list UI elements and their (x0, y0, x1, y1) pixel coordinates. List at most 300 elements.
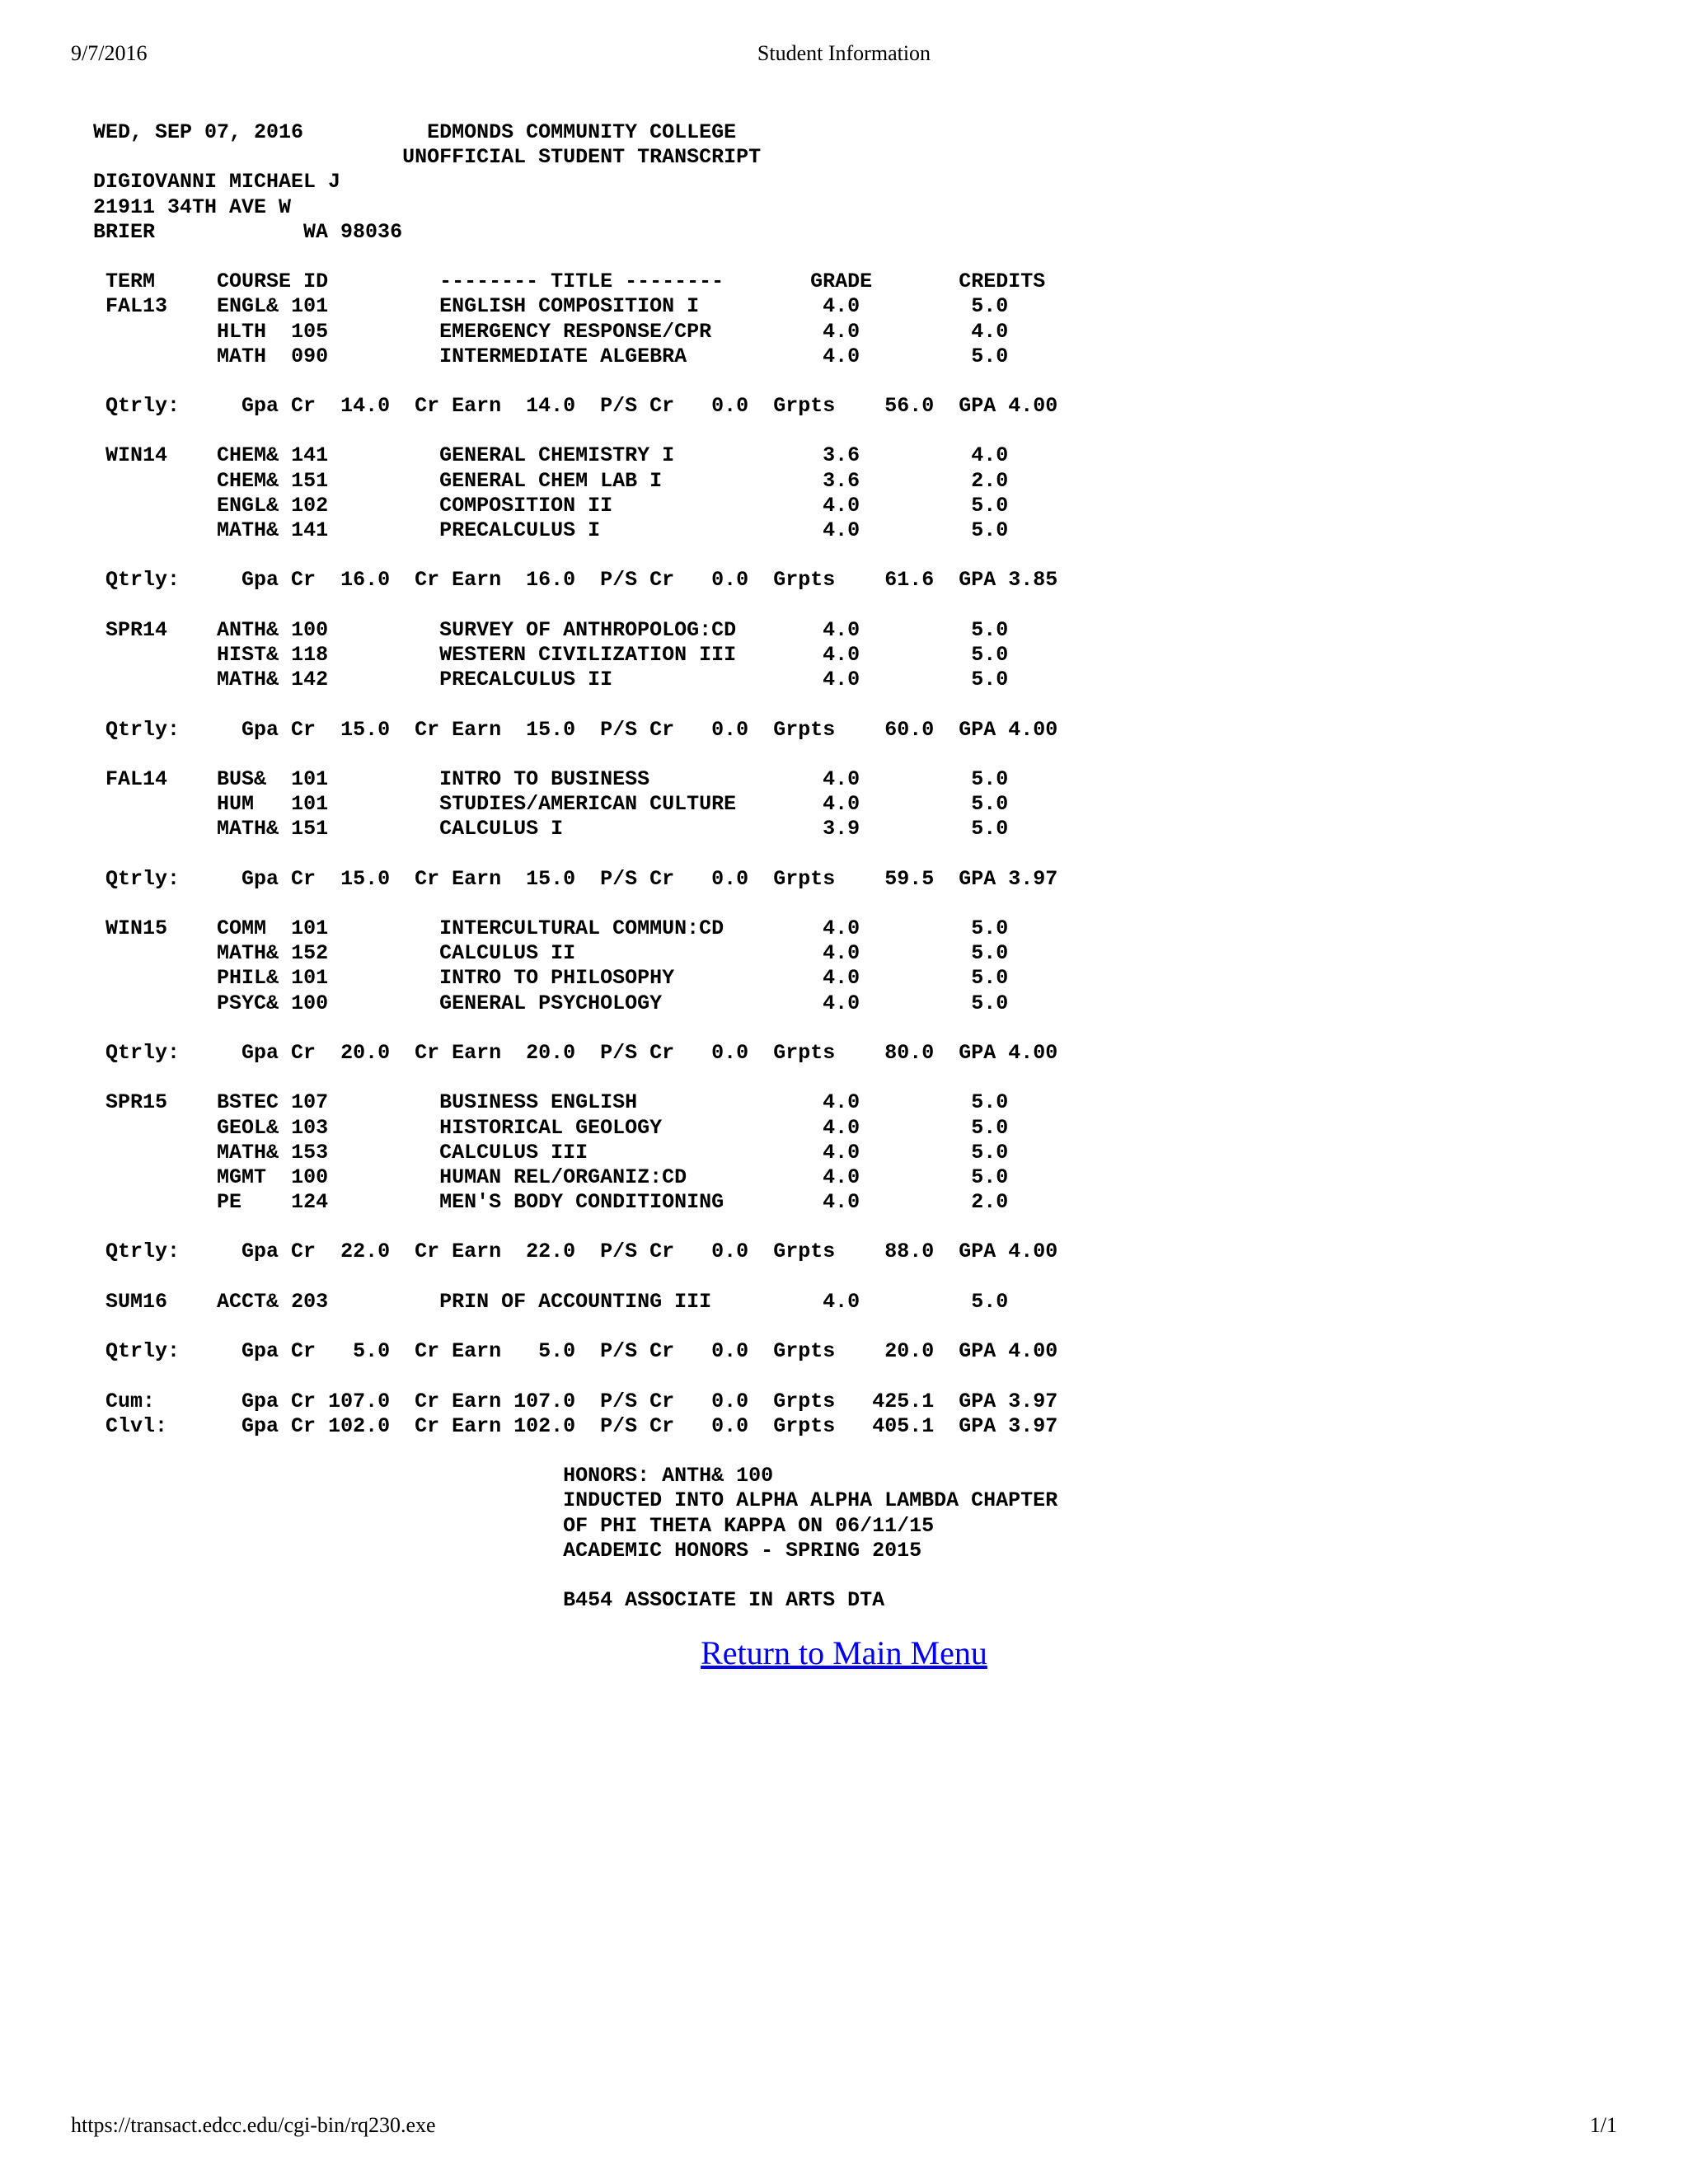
term-code: FAL13 (106, 294, 218, 319)
gpa-label: GPA (959, 1040, 996, 1065)
quarterly-summary-row (93, 867, 1057, 892)
course-grade: 4.0 (823, 617, 947, 642)
ps-cr-label: P/S Cr (600, 1389, 675, 1413)
ps-cr-value: 0.0 (674, 1389, 749, 1413)
course-credits: 5.0 (946, 294, 1009, 319)
gpa-cr-value: 20.0 (316, 1040, 391, 1065)
course-number: 107 (291, 1090, 440, 1115)
grpts-label: Grpts (773, 1240, 836, 1264)
honors-text: HONORS: ANTH& 100 (563, 1464, 774, 1488)
ps-cr-label: P/S Cr (600, 394, 675, 419)
ps-cr-label: P/S Cr (600, 1339, 675, 1364)
course-grade: 4.0 (823, 1115, 947, 1140)
course-row (93, 320, 1057, 344)
course-number: 118 (291, 642, 440, 667)
grpts-label: Grpts (773, 1339, 836, 1364)
ps-cr-value: 0.0 (674, 1339, 749, 1364)
cr-earn-value: 22.0 (501, 1240, 576, 1264)
course-row (93, 344, 1057, 369)
course-grade: 4.0 (823, 792, 947, 817)
course-row (93, 494, 1057, 518)
cr-earn-label: Cr Earn (415, 394, 502, 419)
honors-line (93, 1539, 1057, 1563)
grpts-label: Grpts (773, 717, 836, 742)
course-credits: 2.0 (946, 468, 1009, 493)
course-credits: 5.0 (946, 792, 1009, 817)
summary-label: Cum: (106, 1389, 242, 1413)
course-dept: MATH& (217, 941, 292, 966)
return-link-container (0, 1633, 1688, 1673)
summary-label: Qtrly: (106, 1040, 242, 1065)
student-street: 21911 34TH AVE W (93, 194, 292, 219)
course-title: CALCULUS III (439, 1140, 823, 1165)
course-row (93, 643, 1057, 668)
course-row (93, 817, 1057, 841)
course-row (93, 1165, 1057, 1190)
course-grade: 4.0 (823, 941, 947, 966)
run-date: WED, SEP 07, 2016 (93, 120, 428, 144)
col-credits: CREDITS (959, 269, 1046, 294)
course-grade: 4.0 (823, 1165, 947, 1189)
term-code: SPR14 (106, 617, 218, 642)
ps-cr-label: P/S Cr (600, 1040, 675, 1065)
course-number: 101 (291, 294, 440, 319)
course-dept: BUS& (217, 766, 292, 791)
gpa-cr-label: Gpa Cr (241, 394, 316, 419)
course-number: 152 (291, 941, 440, 966)
course-row (93, 792, 1057, 817)
cr-earn-label: Cr Earn (415, 568, 502, 593)
blank-line (93, 743, 1057, 767)
quarterly-summary-row (93, 394, 1057, 419)
col-term: TERM (106, 269, 218, 294)
blank-line (93, 369, 1057, 394)
course-title: MEN'S BODY CONDITIONING (439, 1190, 823, 1215)
course-grade: 4.0 (823, 766, 947, 791)
quarterly-summary-row (93, 1240, 1057, 1264)
print-page-count: 1/1 (1589, 2113, 1617, 2137)
gpa-cr-value: 22.0 (316, 1240, 391, 1264)
grpts-value: 425.1 (835, 1389, 935, 1413)
course-credits: 5.0 (946, 642, 1009, 667)
course-number: 102 (291, 493, 440, 518)
grpts-value: 60.0 (835, 717, 935, 742)
column-header-row (93, 269, 1057, 294)
course-credits: 5.0 (946, 668, 1009, 692)
course-row (93, 1090, 1057, 1115)
gpa-cr-value: 102.0 (316, 1413, 391, 1438)
gpa-cr-label: Gpa Cr (241, 1040, 316, 1065)
grpts-value: 59.5 (835, 866, 935, 891)
course-number: 101 (291, 792, 440, 817)
ps-cr-value: 0.0 (674, 717, 749, 742)
course-number: 105 (291, 319, 440, 344)
blank-line (93, 419, 1057, 443)
degree-text: B454 ASSOCIATE IN ARTS DTA (563, 1588, 885, 1613)
student-name-line (93, 170, 1057, 194)
cr-earn-value: 20.0 (501, 1040, 576, 1065)
course-grade: 4.0 (823, 916, 947, 940)
course-row (93, 916, 1057, 941)
student-city-line (93, 220, 1057, 245)
course-dept: MATH& (217, 518, 292, 542)
gpa-cr-label: Gpa Cr (241, 568, 316, 593)
ps-cr-label: P/S Cr (600, 568, 675, 593)
gpa-value: 4.00 (1008, 717, 1058, 742)
gpa-value: 3.97 (1008, 1413, 1058, 1438)
grpts-label: Grpts (773, 1389, 836, 1413)
blank-line (93, 245, 1057, 269)
term-code: SUM16 (106, 1289, 218, 1314)
cr-earn-value: 15.0 (501, 866, 576, 891)
gpa-label: GPA (959, 1413, 996, 1438)
course-title: PRECALCULUS I (439, 518, 823, 542)
transcript-body (93, 120, 1057, 1613)
grpts-value: 61.6 (835, 568, 935, 593)
cr-earn-label: Cr Earn (415, 866, 502, 891)
course-grade: 4.0 (823, 493, 947, 518)
course-title: INTRO TO BUSINESS (439, 766, 823, 791)
transcript-title: UNOFFICIAL STUDENT TRANSCRIPT (402, 145, 762, 170)
course-title: CALCULUS II (439, 941, 823, 966)
honors-line (93, 1464, 1057, 1488)
blank-line (93, 1016, 1057, 1041)
cr-earn-label: Cr Earn (415, 1240, 502, 1264)
gpa-label: GPA (959, 1389, 996, 1413)
ps-cr-value: 0.0 (674, 1240, 749, 1264)
transcript-title-line (93, 145, 1057, 170)
blank-line (93, 1563, 1057, 1588)
course-grade: 4.0 (823, 319, 947, 344)
course-credits: 5.0 (946, 966, 1009, 991)
course-title: EMERGENCY RESPONSE/CPR (439, 319, 823, 344)
summary-label: Qtrly: (106, 866, 242, 891)
course-title: PRIN OF ACCOUNTING III (439, 1289, 823, 1314)
course-title: SURVEY OF ANTHROPOLOG:CD (439, 617, 823, 642)
course-credits: 5.0 (946, 1165, 1009, 1189)
col-course-id: COURSE ID (217, 269, 440, 294)
course-credits: 2.0 (946, 1190, 1009, 1215)
gpa-cr-label: Gpa Cr (241, 1339, 316, 1364)
summary-label: Qtrly: (106, 717, 242, 742)
course-row (93, 618, 1057, 643)
course-title: STUDIES/AMERICAN CULTURE (439, 792, 823, 817)
course-title: BUSINESS ENGLISH (439, 1090, 823, 1115)
course-number: 090 (291, 344, 440, 368)
col-title: -------- TITLE -------- (439, 269, 811, 294)
ps-cr-value: 0.0 (674, 394, 749, 419)
ps-cr-value: 0.0 (674, 866, 749, 891)
cr-earn-value: 15.0 (501, 717, 576, 742)
print-page-title: Student Information (757, 41, 931, 65)
gpa-value: 3.97 (1008, 1389, 1058, 1413)
honors-text: OF PHI THETA KAPPA ON 06/11/15 (563, 1513, 935, 1538)
gpa-value: 4.00 (1008, 1240, 1058, 1264)
course-number: 141 (291, 443, 440, 468)
cr-earn-value: 102.0 (501, 1413, 576, 1438)
gpa-label: GPA (959, 1240, 996, 1264)
gpa-value: 4.00 (1008, 1339, 1058, 1364)
ps-cr-label: P/S Cr (600, 717, 675, 742)
course-dept: PSYC& (217, 991, 292, 1015)
course-row (93, 1190, 1057, 1215)
course-row (93, 941, 1057, 966)
blank-line (93, 892, 1057, 916)
course-title: HUMAN REL/ORGANIZ:CD (439, 1165, 823, 1189)
course-row (93, 469, 1057, 494)
ps-cr-label: P/S Cr (600, 1413, 675, 1438)
course-title: CALCULUS I (439, 817, 823, 841)
quarterly-summary-row (93, 1041, 1057, 1066)
course-credits: 5.0 (946, 1289, 1009, 1314)
course-number: 101 (291, 766, 440, 791)
gpa-value: 4.00 (1008, 394, 1058, 419)
course-dept: COMM (217, 916, 292, 940)
course-credits: 5.0 (946, 1140, 1009, 1165)
blank-line (93, 1215, 1057, 1240)
course-row (93, 767, 1057, 792)
course-dept: CHEM& (217, 443, 292, 468)
blank-line (93, 1439, 1057, 1464)
gpa-cr-label: Gpa Cr (241, 1240, 316, 1264)
cr-earn-value: 14.0 (501, 394, 576, 419)
course-title: HISTORICAL GEOLOGY (439, 1115, 823, 1140)
course-grade: 4.0 (823, 642, 947, 667)
course-dept: CHEM& (217, 468, 292, 493)
gpa-label: GPA (959, 1339, 996, 1364)
gpa-label: GPA (959, 394, 996, 419)
honors-line (93, 1514, 1057, 1539)
course-credits: 5.0 (946, 1115, 1009, 1140)
quarterly-summary-row (93, 718, 1057, 743)
course-row (93, 1290, 1057, 1315)
student-city: BRIER (93, 219, 304, 244)
grpts-label: Grpts (773, 1413, 836, 1438)
gpa-cr-value: 14.0 (316, 394, 391, 419)
cr-earn-label: Cr Earn (415, 717, 502, 742)
course-number: 142 (291, 668, 440, 692)
print-url: https://transact.edcc.edu/cgi-bin/rq230.exe (71, 2113, 436, 2137)
course-dept: PHIL& (217, 966, 292, 991)
course-dept: HIST& (217, 642, 292, 667)
gpa-cr-label: Gpa Cr (241, 1389, 316, 1413)
course-credits: 5.0 (946, 1090, 1009, 1115)
gpa-value: 3.97 (1008, 866, 1058, 891)
course-dept: MATH (217, 344, 292, 368)
term-code: SPR15 (106, 1090, 218, 1115)
course-row (93, 518, 1057, 543)
gpa-cr-label: Gpa Cr (241, 1413, 316, 1438)
course-grade: 4.0 (823, 966, 947, 991)
course-grade: 4.0 (823, 1289, 947, 1314)
course-title: WESTERN CIVILIZATION III (439, 642, 823, 667)
student-street-line (93, 195, 1057, 220)
course-dept: MGMT (217, 1165, 292, 1189)
course-number: 100 (291, 617, 440, 642)
course-dept: MATH& (217, 1140, 292, 1165)
course-dept: BSTEC (217, 1090, 292, 1115)
honors-line (93, 1488, 1057, 1513)
return-to-main-menu-link[interactable]: Return to Main Menu (701, 1634, 987, 1671)
gpa-cr-label: Gpa Cr (241, 866, 316, 891)
ps-cr-value: 0.0 (674, 1413, 749, 1438)
summary-label: Qtrly: (106, 568, 242, 593)
course-grade: 4.0 (823, 1090, 947, 1115)
summary-label: Clvl: (106, 1413, 242, 1438)
grpts-value: 80.0 (835, 1040, 935, 1065)
print-date: 9/7/2016 (71, 41, 148, 65)
course-title: INTERCULTURAL COMMUN:CD (439, 916, 823, 940)
gpa-cr-value: 5.0 (316, 1339, 391, 1364)
grpts-label: Grpts (773, 1040, 836, 1065)
cr-earn-label: Cr Earn (415, 1389, 502, 1413)
summary-label: Qtrly: (106, 1339, 242, 1364)
course-credits: 4.0 (946, 443, 1009, 468)
summary-label: Qtrly: (106, 394, 242, 419)
course-row (93, 991, 1057, 1016)
course-row (93, 294, 1057, 319)
grpts-value: 405.1 (835, 1413, 935, 1438)
course-grade: 4.0 (823, 668, 947, 692)
course-dept: ENGL& (217, 294, 292, 319)
course-title: GENERAL CHEM LAB I (439, 468, 823, 493)
ps-cr-label: P/S Cr (600, 866, 675, 891)
cr-earn-value: 16.0 (501, 568, 576, 593)
course-title: COMPOSITION II (439, 493, 823, 518)
gpa-label: GPA (959, 717, 996, 742)
course-number: 100 (291, 991, 440, 1015)
course-number: 124 (291, 1190, 440, 1215)
grpts-label: Grpts (773, 394, 836, 419)
blank-line (93, 1364, 1057, 1389)
quarterly-summary-row (93, 568, 1057, 593)
course-grade: 4.0 (823, 344, 947, 368)
course-credits: 5.0 (946, 344, 1009, 368)
term-code: WIN15 (106, 916, 218, 940)
course-row (93, 1141, 1057, 1165)
grpts-label: Grpts (773, 866, 836, 891)
cr-earn-label: Cr Earn (415, 1413, 502, 1438)
blank-line (93, 1315, 1057, 1339)
course-dept: PE (217, 1190, 292, 1215)
course-title: PRECALCULUS II (439, 668, 823, 692)
course-row (93, 1116, 1057, 1141)
course-number: 151 (291, 468, 440, 493)
transcript-header-line (93, 120, 1057, 145)
honors-text: INDUCTED INTO ALPHA ALPHA LAMBDA CHAPTER (563, 1488, 1058, 1513)
blank-line (93, 1066, 1057, 1090)
course-number: 101 (291, 966, 440, 991)
blank-line (93, 593, 1057, 618)
course-row (93, 966, 1057, 991)
course-number: 101 (291, 916, 440, 940)
course-dept: MATH& (217, 817, 292, 841)
course-number: 153 (291, 1140, 440, 1165)
honors-text: ACADEMIC HONORS - SPRING 2015 (563, 1538, 922, 1563)
cr-earn-label: Cr Earn (415, 1339, 502, 1364)
gpa-cr-value: 16.0 (316, 568, 391, 593)
term-code: WIN14 (106, 443, 218, 468)
cumulative-summary-row (93, 1390, 1057, 1414)
course-credits: 5.0 (946, 518, 1009, 542)
course-dept: HUM (217, 792, 292, 817)
course-row (93, 443, 1057, 468)
course-dept: HLTH (217, 319, 292, 344)
course-grade: 4.0 (823, 1190, 947, 1215)
grpts-value: 20.0 (835, 1339, 935, 1364)
gpa-value: 3.85 (1008, 568, 1058, 593)
course-grade: 3.6 (823, 443, 947, 468)
gpa-cr-label: Gpa Cr (241, 717, 316, 742)
course-grade: 4.0 (823, 991, 947, 1015)
col-grade: GRADE (810, 269, 885, 294)
quarterly-summary-row (93, 1339, 1057, 1364)
course-dept: ANTH& (217, 617, 292, 642)
degree-line (93, 1588, 1057, 1613)
institution-name: EDMONDS COMMUNITY COLLEGE (427, 120, 737, 144)
course-credits: 5.0 (946, 766, 1009, 791)
gpa-cr-value: 15.0 (316, 866, 391, 891)
course-number: 100 (291, 1165, 440, 1189)
grpts-value: 56.0 (835, 394, 935, 419)
course-credits: 4.0 (946, 319, 1009, 344)
course-title: GENERAL CHEMISTRY I (439, 443, 823, 468)
gpa-label: GPA (959, 568, 996, 593)
blank-line (93, 841, 1057, 866)
course-number: 203 (291, 1289, 440, 1314)
ps-cr-label: P/S Cr (600, 1240, 675, 1264)
course-dept: ENGL& (217, 493, 292, 518)
student-name: DIGIOVANNI MICHAEL J (93, 170, 341, 194)
course-grade: 3.6 (823, 468, 947, 493)
blank-line (93, 543, 1057, 568)
term-code: FAL14 (106, 766, 218, 791)
course-grade: 4.0 (823, 518, 947, 542)
cr-earn-value: 107.0 (501, 1389, 576, 1413)
cr-earn-label: Cr Earn (415, 1040, 502, 1065)
course-title: INTRO TO PHILOSOPHY (439, 966, 823, 991)
course-number: 141 (291, 518, 440, 542)
course-grade: 4.0 (823, 294, 947, 319)
course-credits: 5.0 (946, 617, 1009, 642)
course-number: 103 (291, 1115, 440, 1140)
summary-label: Qtrly: (106, 1240, 242, 1264)
course-grade: 3.9 (823, 817, 947, 841)
gpa-label: GPA (959, 866, 996, 891)
course-credits: 5.0 (946, 916, 1009, 940)
course-row (93, 668, 1057, 692)
course-credits: 5.0 (946, 941, 1009, 966)
blank-line (93, 692, 1057, 717)
cr-earn-value: 5.0 (501, 1339, 576, 1364)
grpts-label: Grpts (773, 568, 836, 593)
course-title: INTERMEDIATE ALGEBRA (439, 344, 823, 368)
course-dept: MATH& (217, 668, 292, 692)
blank-line (93, 1265, 1057, 1290)
gpa-value: 4.00 (1008, 1040, 1058, 1065)
course-title: GENERAL PSYCHOLOGY (439, 991, 823, 1015)
ps-cr-value: 0.0 (674, 1040, 749, 1065)
course-credits: 5.0 (946, 991, 1009, 1015)
course-credits: 5.0 (946, 493, 1009, 518)
cumulative-summary-row (93, 1414, 1057, 1439)
course-dept: ACCT& (217, 1289, 292, 1314)
grpts-value: 88.0 (835, 1240, 935, 1264)
gpa-cr-value: 107.0 (316, 1389, 391, 1413)
gpa-cr-value: 15.0 (316, 717, 391, 742)
course-dept: GEOL& (217, 1115, 292, 1140)
course-title: ENGLISH COMPOSITION I (439, 294, 823, 319)
